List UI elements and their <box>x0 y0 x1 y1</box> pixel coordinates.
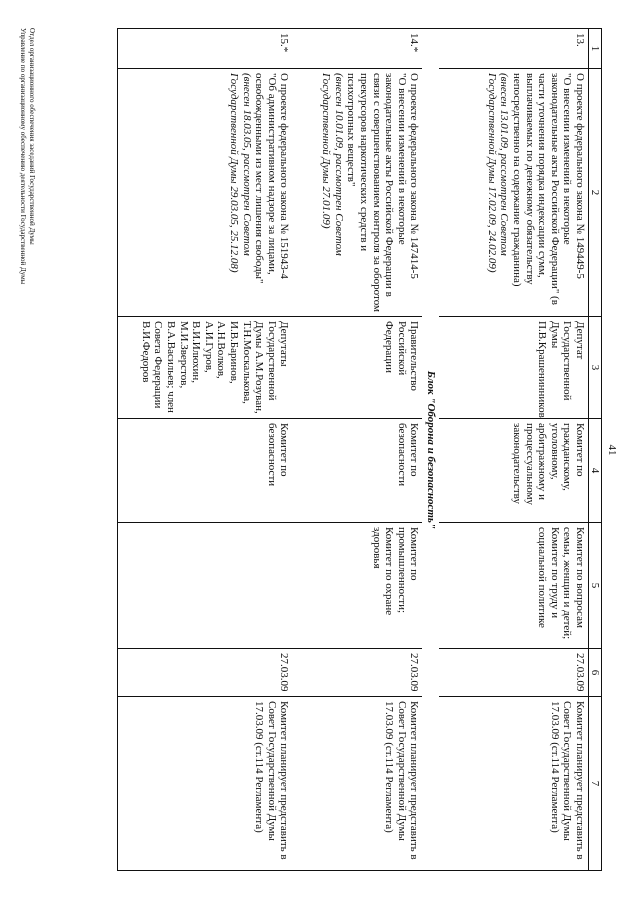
bill-text: "О внесении изменений в некоторые законодательные акты Российской Федерации" (в части уточнения порядка индексации сумм, выплачиваемых по денежному обязательству непосредственно на содержание гражданина) <box>511 73 574 305</box>
status-cell: Комитет планирует представить в Совет Государственной Думы 17.03.09 (ст.114 Регламента) <box>292 697 422 871</box>
bill-title: О проекте федерального закона № 149449-5 <box>574 73 586 279</box>
bill-title: О проекте федерального закона № 147414-5 <box>408 73 421 279</box>
block-row <box>422 29 439 871</box>
status-cell: Комитет планирует представить в Совет Государственной Думы 17.03.09 (ст.114 Регламента) <box>118 697 293 871</box>
date-cell: 27.03.09 <box>292 649 422 697</box>
footer-line: Управление по организационному обеспечению деятельности Государственной Думы <box>19 28 27 285</box>
bill-note: (внесен 10.01.09, рассмотрен Советом Государственной Думы 27.01.09) <box>320 73 345 256</box>
committee-cell: Комитет по гражданскому, уголовному, арбитражному и процессуальному законодательству <box>439 419 589 523</box>
bill-cell <box>118 69 293 317</box>
author-cell: Правительство Российской Федерации <box>292 317 422 419</box>
header-row <box>589 29 602 871</box>
block-title: Блок "Оборона и безопасность" <box>422 29 439 871</box>
column-header: 2 <box>589 69 602 317</box>
co-committee-cell <box>118 523 293 649</box>
author-cell: Депутат Государственной Думы П.В.Крашенинников <box>439 317 589 419</box>
committee-cell: Комитет по безопасности <box>292 419 422 523</box>
status-cell: Комитет планирует представить в Совет Государственной Думы 17.03.09 (ст.114 Регламента) <box>439 697 589 871</box>
bill-note: (внесен 13.01.09, рассмотрен Советом Государственной Думы 17.02.09, 24.02.09) <box>485 73 511 273</box>
page-number: 41 <box>606 444 618 456</box>
agenda-table <box>117 28 602 871</box>
footer-line: Отдел организационного обеспечения заседаний Государственной Думы <box>28 28 36 245</box>
column-header: 5 <box>589 523 602 649</box>
column-header: 4 <box>589 419 602 523</box>
footer <box>18 28 36 284</box>
column-header: 7 <box>589 697 602 871</box>
bill-text: "Об административном надзоре за лицами, освобожденными из мест лишения свободы" <box>253 73 278 284</box>
row-number: 14.* <box>292 29 422 69</box>
bill-text: "О внесении изменений в некоторые законодательные акты Российской Федерации в связи с совершенствованием контроля за оборотом прекурсоров наркотических средств и психотропных веществ" <box>345 73 408 312</box>
column-header: 3 <box>589 317 602 419</box>
table-row <box>292 29 422 871</box>
date-cell: 27.03.09 <box>439 649 589 697</box>
column-header: 1 <box>589 29 602 69</box>
committee-cell: Комитет по безопасности <box>118 419 293 523</box>
author-cell: Депутаты Государственной Думы А.М.Розуван, Т.Н.Москалькова, И.В.Баринов, А.Н.Волков, А.И.Гуров, В.И.Илюхин, М.И.Зверстов, В.А.Васильев; член Совета Федерации В.И.Федоров <box>118 317 293 419</box>
row-number: 15.* <box>118 29 293 69</box>
co-committee-cell: Комитет по вопросам семьи, женщин и детей; Комитет по труду и социальной политике <box>439 523 589 649</box>
column-header: 6 <box>589 649 602 697</box>
table-row <box>439 29 589 871</box>
row-number: 13. <box>439 29 589 69</box>
bill-cell <box>439 69 589 317</box>
table-row <box>118 29 293 871</box>
bill-cell <box>292 69 422 317</box>
date-cell: 27.03.09 <box>118 649 293 697</box>
bill-title: О проекте федерального закона № 151943-4 <box>278 73 291 279</box>
co-committee-cell: Комитет по промышленности; Комитет по охране здоровья <box>292 523 422 649</box>
bill-note: (внесен 18.03.05, рассмотрен Советом Государственной Думы 29.03.05, 25.12.08) <box>228 73 253 273</box>
